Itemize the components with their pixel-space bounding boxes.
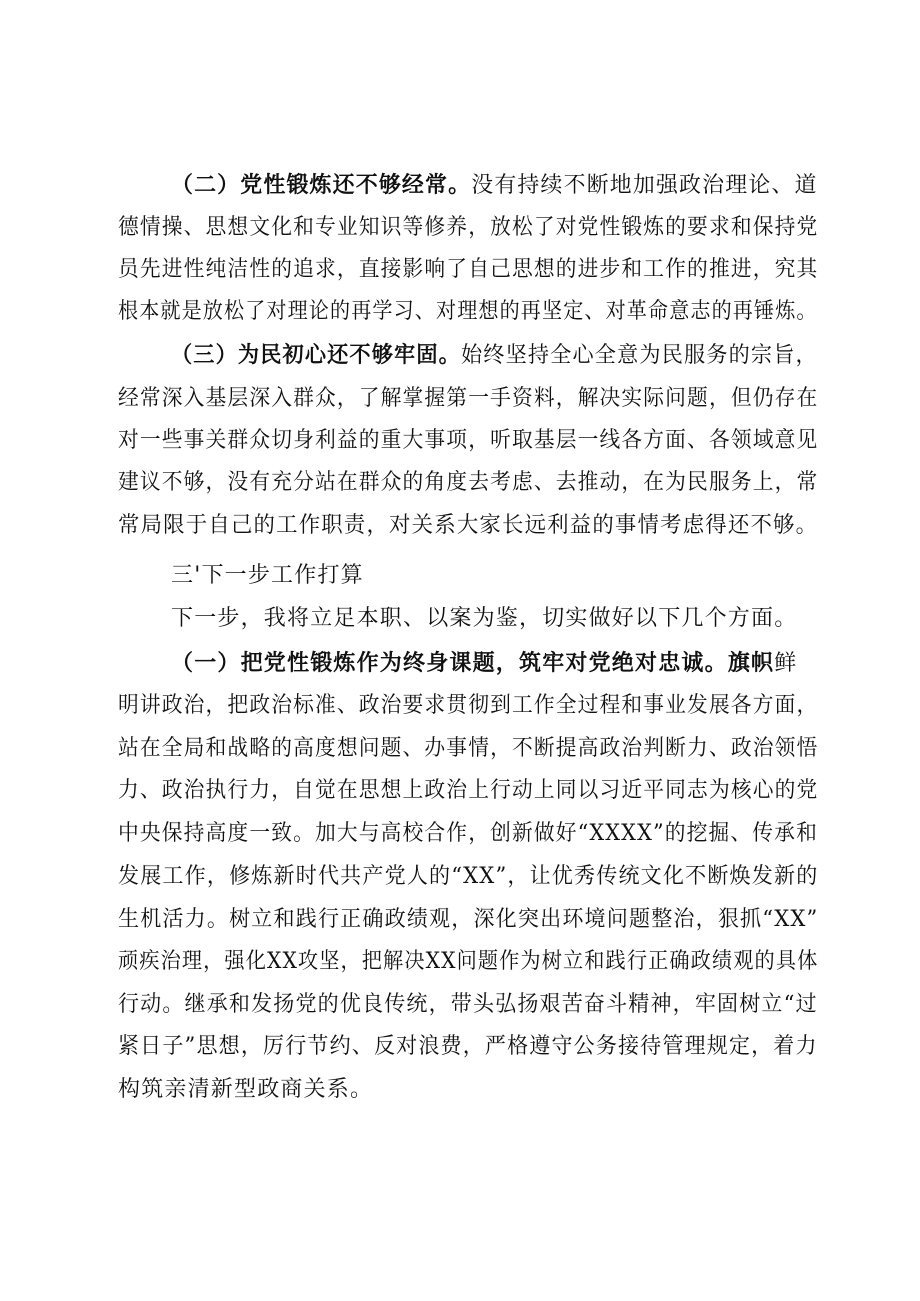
section-intro: 下一步，我将立足本职、以案为鉴，切实做好以下几个方面。 xyxy=(171,606,798,631)
paragraph-3-text: 始终坚持全心全意为民服务的宗旨， xyxy=(460,343,818,368)
paragraph-3-line-5: 常局限于自己的工作职责，对关系大家长远利益的事情考虑得还不够。 xyxy=(118,513,819,538)
paragraph-2-lead: （二）党性锻炼还不够经常。 xyxy=(171,173,472,198)
paragraph-1-line-5: 中央保持高度一致。加大与高校合作，创新做好“XXXX”的挖掘、传承和 xyxy=(118,821,818,846)
paragraph-2-text: 没有持续不断地加强政治理论、道 xyxy=(471,173,818,198)
paragraph-1-line-2: 明讲政治，把政治标准、政治要求贯彻到工作全过程和事业发展各方面， xyxy=(118,693,819,718)
paragraph-2-line-2: 德情操、思想文化和专业知识等修养，放松了对党性锻炼的要求和保持党 xyxy=(118,215,819,240)
paragraph-2-line-3: 员先进性纯洁性的追求，直接影响了自己思想的进步和工作的推进，究其 xyxy=(118,257,819,282)
paragraph-3-line-2: 经常深入基层深入群众，了解掌握第一手资料，解决实际问题，但仍存在 xyxy=(118,386,819,411)
paragraph-1-line-6: 发展工作，修炼新时代共产党人的“XX”，让优秀传统文化不断焕发新的 xyxy=(118,864,819,889)
paragraph-3-line-1 xyxy=(171,340,818,372)
paragraph-1-line-4: 力、政治执行力，自觉在思想上政治上行动上同以习近平同志为核心的党 xyxy=(118,778,819,803)
paragraph-3-line-3: 对一些事关群众切身利益的重大事项，听取基层一线各方面、各领域意见 xyxy=(118,428,819,453)
paragraph-1-line-11: 构筑亲清新型政商关系。 xyxy=(118,1077,374,1102)
paragraph-2-line-4: 根本就是放松了对理论的再学习、对理想的再坚定、对革命意志的再锤炼。 xyxy=(118,299,818,324)
paragraph-1-line-8: 顽疾治理，强化XX攻坚，把解决XX问题作为树立和践行正确政绩观的具体 xyxy=(118,949,819,974)
paragraph-1-line-9: 行动。继承和发扬党的优良传统，带头弘扬艰苦奋斗精神，牢固树立“过 xyxy=(118,992,818,1017)
paragraph-3-line-4: 建议不够，没有充分站在群众的角度去考虑、去推动，在为民服务上，常 xyxy=(118,470,819,495)
paragraph-1-text: 鲜 xyxy=(774,651,798,676)
paragraph-1-line-7: 生机活力。树立和践行正确政绩观，深化突出环境问题整治，狠抓“XX” xyxy=(118,907,819,932)
paragraph-1-lead-tail: 旗帜 xyxy=(727,651,775,676)
paragraph-2-line-1 xyxy=(171,170,818,202)
paragraph-1-line-10: 紧日子”思想，厉行节约、反对浪费，严格遵守公务接待管理规定，着力 xyxy=(118,1034,818,1059)
paragraph-1-lead: （一）把党性锻炼作为终身课题，筑牢对党绝对忠诚。 xyxy=(171,651,728,676)
paragraph-1-line-3: 站在全局和战略的高度想问题、办事情，不断提高政治判断力、政治领悟 xyxy=(118,736,819,761)
section-heading: 三'下一步工作打算 xyxy=(171,563,364,588)
paragraph-3-lead: （三）为民初心还不够牢固。 xyxy=(171,343,461,368)
paragraph-1-line-1 xyxy=(171,648,797,680)
